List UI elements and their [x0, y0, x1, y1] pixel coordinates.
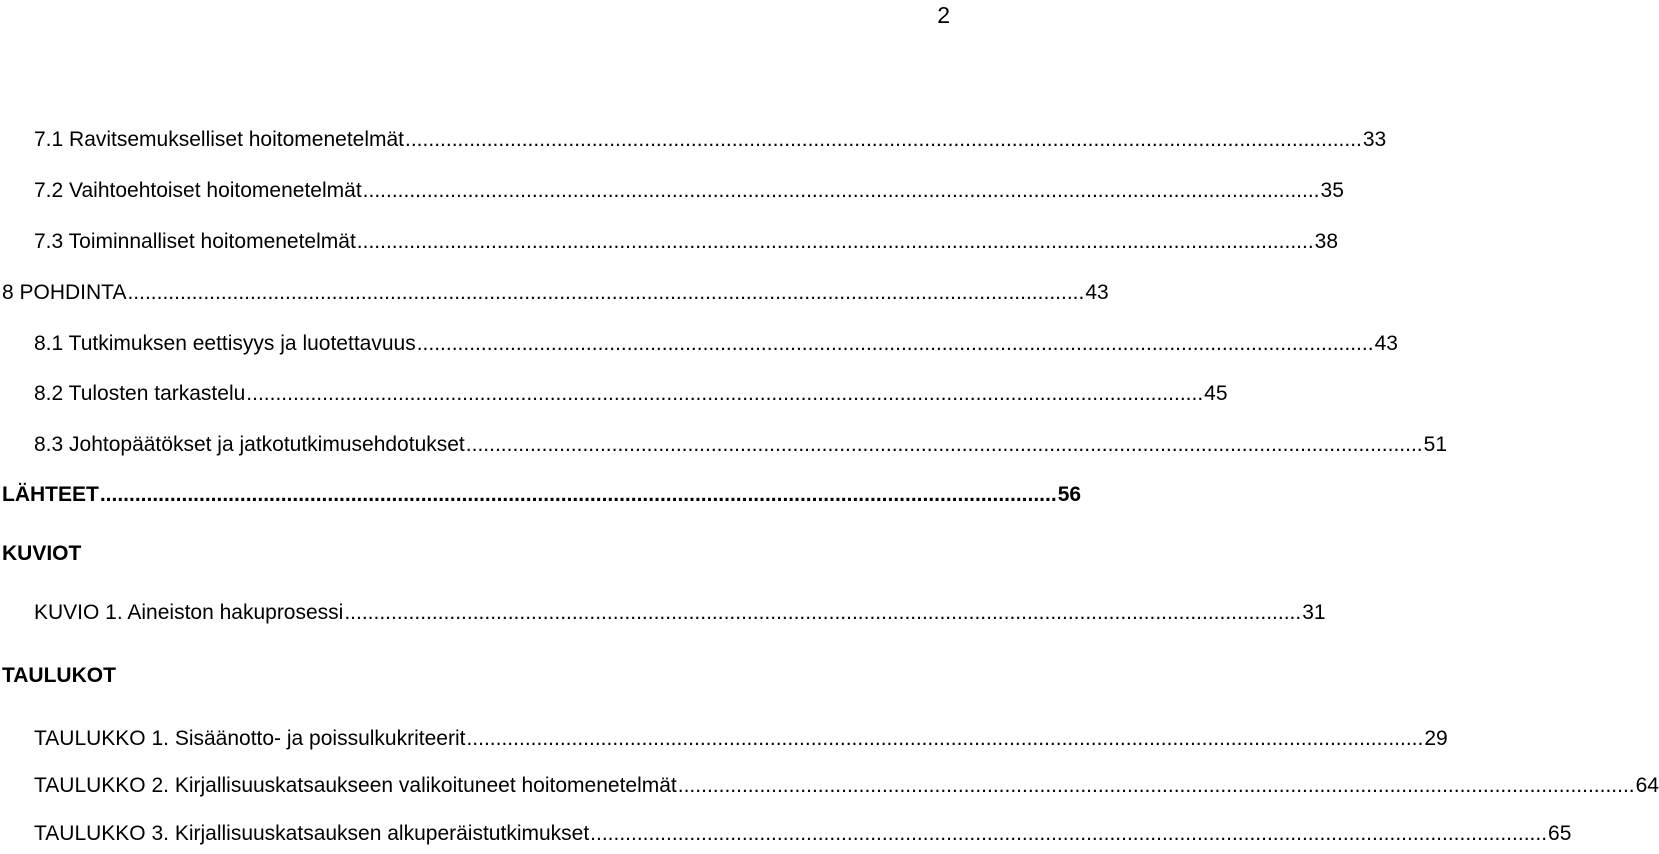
toc-entry-page: 38	[1314, 230, 1339, 253]
toc-entry	[34, 382, 1228, 406]
toc-entry-page: 43	[1085, 281, 1109, 304]
table-entry	[34, 822, 1572, 846]
table-entry-label: TAULUKKO 2. Kirjallisuuskatsaukseen valikoituneet hoitomenetelmät	[34, 774, 677, 797]
table-entry	[34, 774, 1659, 798]
toc-entry-references	[2, 483, 1082, 507]
toc-entry-page: 56	[1057, 483, 1082, 506]
toc-entry-page: 35	[1320, 179, 1344, 202]
toc-entry	[34, 179, 1344, 203]
leader-dots: ....................................................................................................................................................................	[465, 433, 1423, 456]
toc-entry-label: 8.3 Johtopäätökset ja jatkotutkimusehdotukset	[34, 433, 465, 456]
toc-entry	[34, 128, 1387, 152]
figures-heading: KUVIOT	[2, 542, 82, 565]
leader-dots: ....................................................................................................................................................................	[246, 382, 1204, 405]
toc-entry	[2, 281, 1109, 305]
toc-entry-page: 51	[1423, 433, 1447, 456]
leader-dots: ....................................................................................................................................................................	[99, 483, 1057, 506]
page-number: 2	[937, 2, 950, 28]
leader-dots: ....................................................................................................................................................................	[466, 727, 1424, 750]
toc-entry-label: 7.2 Vaihtoehtoiset hoitomenetelmät	[34, 179, 362, 202]
toc-entry	[34, 230, 1339, 254]
table-entry-page: 29	[1424, 727, 1448, 750]
table-entry-page: 64	[1635, 774, 1659, 797]
table-entry-label: TAULUKKO 1. Sisäänotto- ja poissulkukriteerit	[34, 727, 466, 750]
leader-dots: ....................................................................................................................................................................	[356, 230, 1314, 253]
leader-dots: ....................................................................................................................................................................	[362, 179, 1320, 202]
leader-dots: ....................................................................................................................................................................	[344, 601, 1302, 624]
figure-entry-page: 31	[1302, 601, 1326, 624]
tables-heading: TAULUKOT	[2, 664, 116, 687]
toc-entry-label: 7.1 Ravitsemukselliset hoitomenetelmät	[34, 128, 405, 151]
leader-dots: ....................................................................................................................................................................	[590, 822, 1548, 845]
table-entry-label: TAULUKKO 3. Kirjallisuuskatsauksen alkuperäistutkimukset	[34, 822, 590, 845]
toc-entry	[34, 332, 1398, 356]
leader-dots: ....................................................................................................................................................................	[416, 332, 1374, 355]
leader-dots: ....................................................................................................................................................................	[127, 281, 1085, 304]
leader-dots: ....................................................................................................................................................................	[405, 128, 1362, 151]
table-entry-page: 65	[1548, 822, 1572, 845]
toc-entry-page: 33	[1362, 128, 1387, 151]
toc-entry-label: 8.1 Tutkimuksen eettisyys ja luotettavuus	[34, 332, 416, 355]
toc-entry-label: 8 POHDINTA	[2, 281, 127, 304]
toc-entry-label: 8.2 Tulosten tarkastelu	[34, 382, 246, 405]
toc-entry-label: LÄHTEET	[2, 483, 99, 506]
leader-dots: ....................................................................................................................................................................	[677, 774, 1635, 797]
toc-entry-page: 45	[1204, 382, 1228, 405]
figure-entry	[34, 601, 1326, 625]
toc-entry-label: 7.3 Toiminnalliset hoitomenetelmät	[34, 230, 356, 253]
figure-entry-label: KUVIO 1. Aineiston hakuprosessi	[34, 601, 344, 624]
toc-entry-page: 43	[1374, 332, 1398, 355]
table-entry	[34, 727, 1448, 751]
toc-entry	[34, 433, 1447, 457]
